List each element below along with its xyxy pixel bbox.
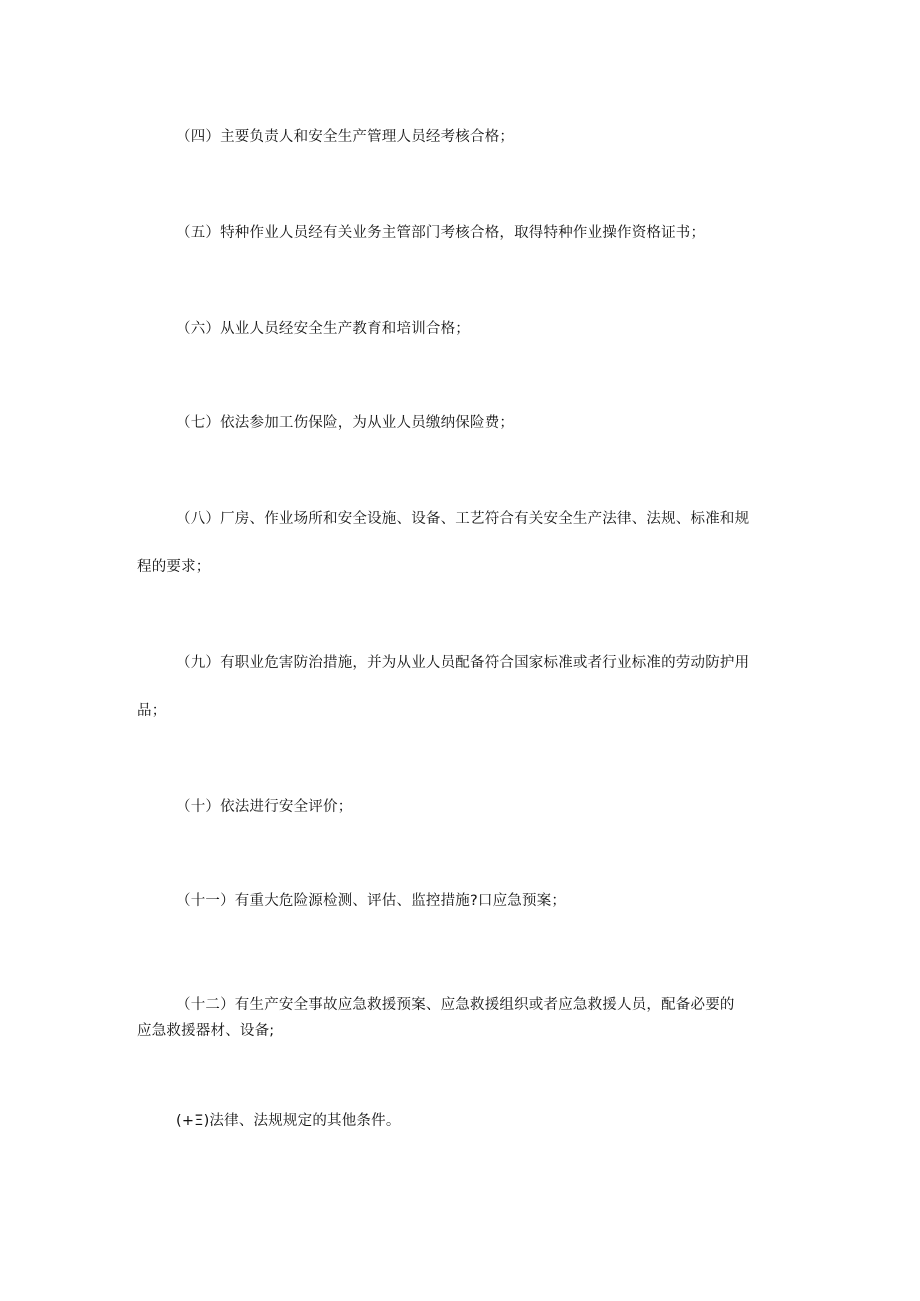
item-6-line-1: （六）从业人员经安全生产教育和培训合格； bbox=[176, 321, 470, 337]
item-12-line-1: （十二）有生产安全事故应急救援预案、应急救援组织或者应急救援人员，配备必要的 bbox=[176, 997, 735, 1013]
item-8-line-2: 程的要求； bbox=[137, 559, 211, 575]
item-11-line-1: （十一）有重大危险源检测、评估、监控措施?口应急预案； bbox=[176, 893, 567, 909]
item-12-line-2: 应急救援器材、设备; bbox=[137, 1023, 275, 1039]
item-9-line-2: 品； bbox=[137, 703, 167, 719]
item-9-line-1: （九）有职业危害防治措施，并为从业人员配备符合国家标准或者行业标准的劳动防护用 bbox=[176, 655, 750, 671]
item-10-line-1: （十）依法进行安全评价； bbox=[176, 799, 353, 815]
item-4-line-1: （四）主要负责人和安全生产管理人员经考核合格； bbox=[176, 129, 515, 145]
item-13-line-1: (+Ξ)法律、法规规定的其他条件。 bbox=[176, 1113, 401, 1129]
item-7-line-1: （七）依法参加工伤保险，为从业人员缴纳保险费； bbox=[176, 415, 515, 431]
item-5-line-1: （五）特种作业人员经有关业务主管部门考核合格，取得特种作业操作资格证书； bbox=[176, 225, 706, 241]
item-8-line-1: （八）厂房、作业场所和安全设施、设备、工艺符合有关安全生产法律、法规、标准和规 bbox=[176, 511, 750, 527]
